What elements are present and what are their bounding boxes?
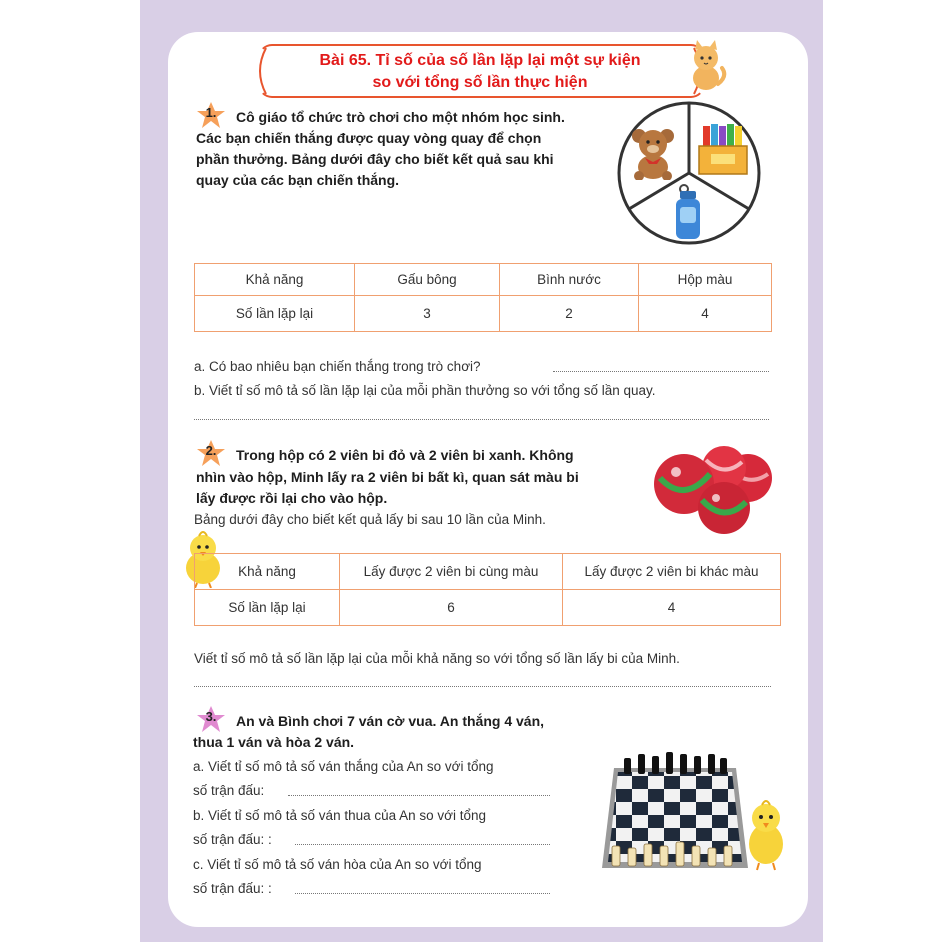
q1-header-crayons: Hộp màu: [639, 264, 772, 296]
q3-part-a-answer-line[interactable]: [288, 795, 550, 796]
water-bottle-icon: [670, 183, 706, 241]
q2-row-label: Số lần lặp lại: [195, 590, 340, 626]
q1-line-3: phần thưởng. Bảng dưới đây cho biết kết quả sau khi: [196, 151, 554, 167]
crayon-box-icon: [697, 122, 749, 178]
q1-header-teddy: Gấu bông: [355, 264, 500, 296]
question-number-2: 2.: [205, 443, 217, 458]
q2-cell-same-color: 6: [340, 590, 563, 626]
q2-line-2: nhìn vào hộp, Minh lấy ra 2 viên bi bất kì, quan sát màu bi: [196, 469, 579, 485]
q3-part-b-line-1: b. Viết tỉ số mô tả số ván thua của An so với tổng: [193, 808, 487, 823]
title-line-2: so với tổng số lần thực hiện: [372, 74, 588, 91]
q1-header-bottle: Bình nước: [500, 264, 639, 296]
marbles-icon: [650, 444, 776, 536]
q2-line-3: lấy được rồi lại cho vào hộp.: [196, 490, 388, 506]
q1-cell-crayons: 4: [639, 296, 772, 332]
q2-instruction: Viết tỉ số mô tả số lần lặp lại của mỗi khả năng so với tổng số lần lấy bi của Minh.: [194, 651, 680, 666]
q2-header-different-color: Lấy được 2 viên bi khác màu: [563, 554, 781, 590]
q3-line-1: An và Bình chơi 7 ván cờ vua. An thắng 4 ván,: [236, 713, 545, 729]
q3-part-b-answer-line[interactable]: [295, 844, 550, 845]
cat-icon: [684, 40, 728, 92]
q1-part-a: a. Có bao nhiêu bạn chiến thắng trong trò chơi?: [194, 359, 481, 374]
q2-note: Bảng dưới đây cho biết kết quả lấy bi sau 10 lần của Minh.: [194, 512, 546, 527]
q3-part-a-line-2: số trận đấu:: [193, 783, 265, 798]
q1-header-possibility: Khả năng: [195, 264, 355, 296]
question-number-3: 3.: [205, 709, 217, 724]
q3-line-2: thua 1 ván và hòa 2 ván.: [193, 734, 355, 750]
teddy-bear-icon: [627, 126, 681, 180]
chick-icon: [745, 798, 787, 872]
q2-cell-different-color: 4: [563, 590, 781, 626]
q1-results-table: [194, 263, 772, 332]
chessboard-icon: [600, 750, 750, 874]
q1-row-label: Số lần lặp lại: [195, 296, 355, 332]
q1-line-2: Các bạn chiến thắng được quay vòng quay để chọn: [196, 130, 542, 146]
q1-part-b-answer-line[interactable]: [194, 419, 769, 420]
q1-line-4: quay của các bạn chiến thắng.: [196, 172, 400, 188]
q3-part-c-line-2: số trận đấu: :: [193, 881, 272, 896]
question-number-1: 1.: [205, 105, 217, 120]
q3-part-b-line-2: số trận đấu: :: [193, 832, 272, 847]
q1-cell-bottle: 2: [500, 296, 639, 332]
q3-part-a-line-1: a. Viết tỉ số mô tả số ván thắng của An so với tổng: [193, 759, 494, 774]
q2-line-1: Trong hộp có 2 viên bi đỏ và 2 viên bi xanh. Không: [236, 447, 574, 463]
q3-part-c-answer-line[interactable]: [295, 893, 550, 894]
lesson-title: [260, 50, 700, 94]
q2-header-same-color: Lấy được 2 viên bi cùng màu: [340, 554, 563, 590]
q2-results-table: [194, 553, 781, 626]
q3-part-c-line-1: c. Viết tỉ số mô tả số ván hòa của An so với tổng: [193, 857, 482, 872]
q2-header-possibility: Khả năng: [195, 554, 340, 590]
title-line-1: Bài 65. Tỉ số của số lần lặp lại một sự kiện: [319, 52, 641, 69]
q1-line-1: Cô giáo tổ chức trò chơi cho một nhóm học sinh.: [236, 109, 565, 125]
q1-part-a-answer-line[interactable]: [553, 371, 769, 372]
q2-answer-line[interactable]: [194, 686, 771, 687]
q1-cell-teddy: 3: [355, 296, 500, 332]
q1-part-b: b. Viết tỉ số mô tả số lần lặp lại của mỗi phần thưởng so với tổng số lần quay.: [194, 383, 656, 398]
